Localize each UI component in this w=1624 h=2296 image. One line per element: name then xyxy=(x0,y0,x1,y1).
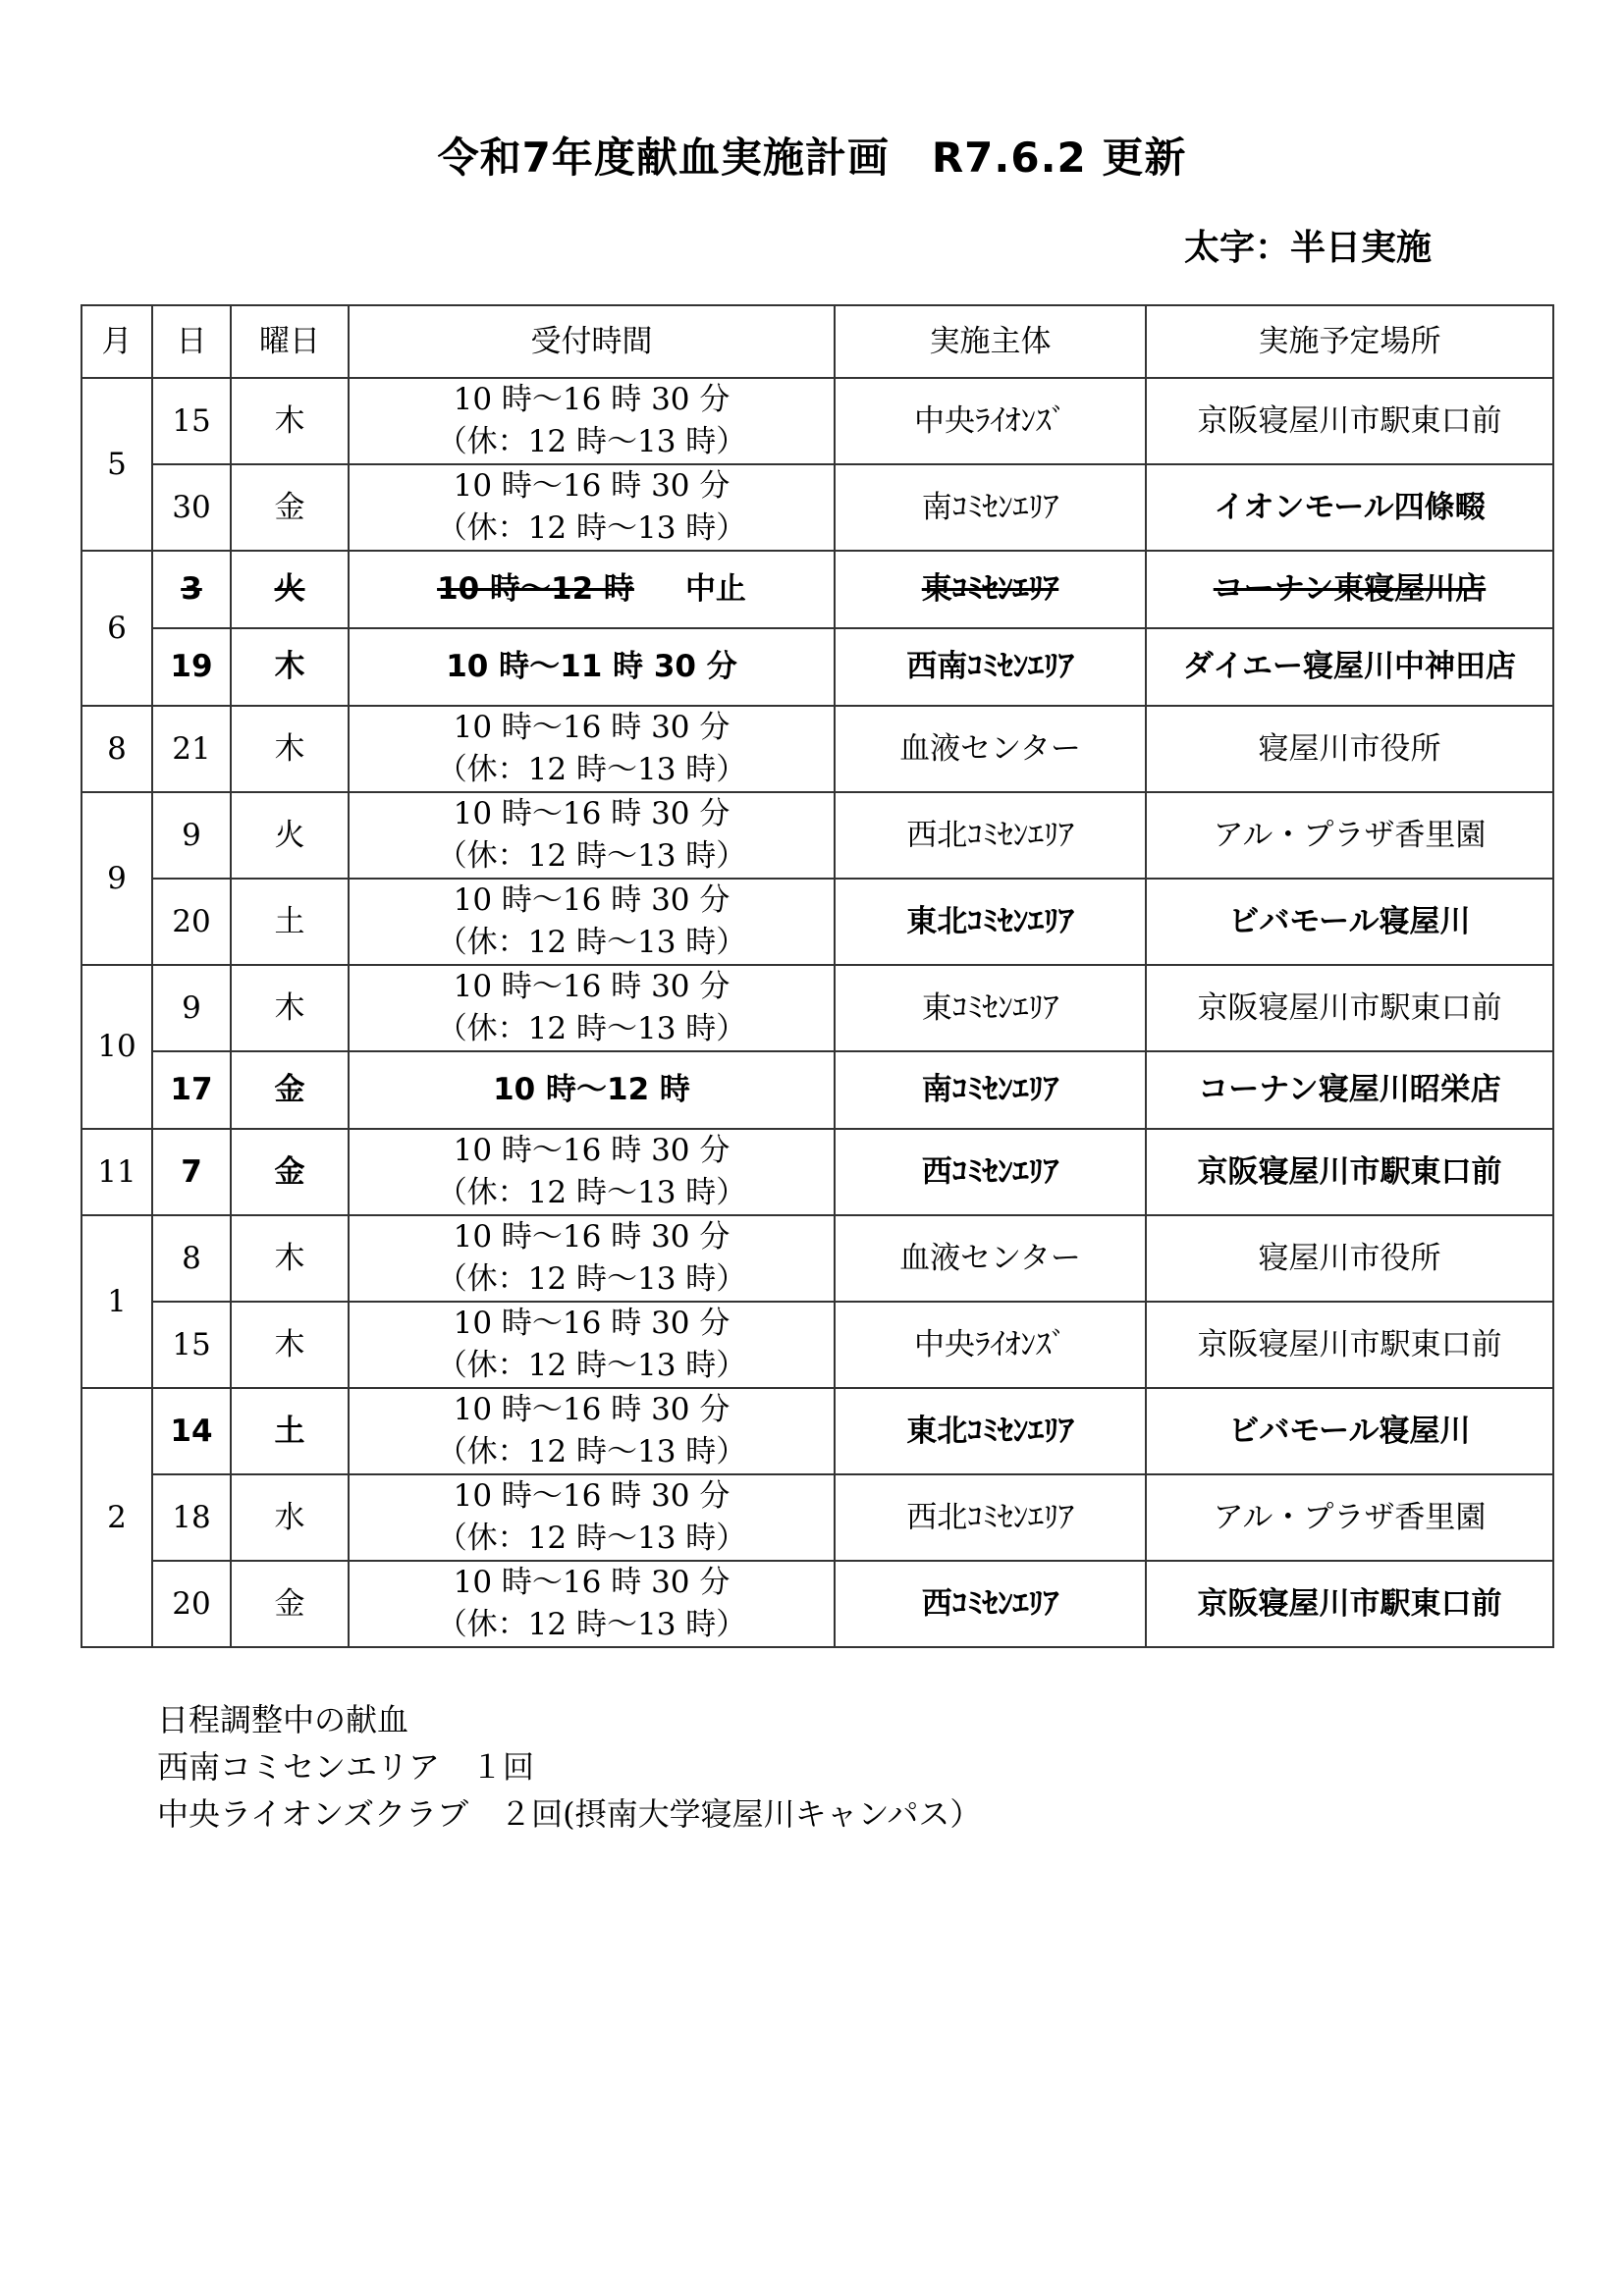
day-cell: 14 xyxy=(152,1388,231,1474)
organizer-cell: 東北ｺﾐｾﾝｴﾘｱ xyxy=(835,1388,1146,1474)
organizer-cell: 血液センター xyxy=(835,706,1146,792)
organizer-cell: 東ｺﾐｾﾝｴﾘｱ xyxy=(835,965,1146,1051)
time-range: 10 時～16 時 30 分 xyxy=(453,882,731,919)
time-range: 10 時～16 時 30 分 xyxy=(453,1133,731,1169)
time-range: 10 時～16 時 30 分 xyxy=(453,468,731,505)
weekday-cell: 木 xyxy=(231,378,349,464)
place-cell: アル・プラザ香里園 xyxy=(1146,1474,1553,1561)
cancelled-day: 3 xyxy=(181,571,202,608)
month-cell: 5 xyxy=(81,378,152,551)
notes-heading: 日程調整中の献血 xyxy=(157,1701,409,1738)
break-time: （休：12 時～13 時） xyxy=(436,1521,747,1556)
time-range: 10 時～16 時 30 分 xyxy=(453,710,731,746)
day-cell: 9 xyxy=(152,792,231,879)
header-day: 日 xyxy=(152,305,231,378)
table-row xyxy=(81,1388,1553,1474)
time-cell xyxy=(349,792,835,879)
table-row xyxy=(81,1302,1553,1388)
break-time: （休：12 時～13 時） xyxy=(436,1434,747,1469)
place-cell: 京阪寝屋川市駅東口前 xyxy=(1146,1561,1553,1647)
table-row xyxy=(81,792,1553,879)
time-cell xyxy=(349,378,835,464)
table-row xyxy=(81,1051,1553,1129)
time-cell xyxy=(349,706,835,792)
table-row xyxy=(81,1215,1553,1302)
legend-note: 太字：半日実施 xyxy=(1183,228,1432,268)
place-cell: 京阪寝屋川市駅東口前 xyxy=(1146,1302,1553,1388)
break-time: （休：12 時～13 時） xyxy=(436,838,747,874)
time-range: 10 時～16 時 30 分 xyxy=(453,1306,731,1342)
time-range: 10 時～16 時 30 分 xyxy=(453,1219,731,1255)
time-cell xyxy=(349,1388,835,1474)
time-cell: 10 時～11 時 30 分 xyxy=(349,628,835,706)
time-cell xyxy=(349,1129,835,1215)
day-cell: 15 xyxy=(152,1302,231,1388)
day-cell: 9 xyxy=(152,965,231,1051)
organizer-cell: 西ｺﾐｾﾝｴﾘｱ xyxy=(835,1561,1146,1647)
table-row xyxy=(81,628,1553,706)
cancelled-place: コーナン東寝屋川店 xyxy=(1213,571,1487,608)
month-cell: 10 xyxy=(81,965,152,1129)
place-cell: ダイエー寝屋川中神田店 xyxy=(1146,628,1553,706)
note-line: 西南コミセンエリア １回 xyxy=(157,1748,535,1786)
place-cell: 京阪寝屋川市駅東口前 xyxy=(1146,1129,1553,1215)
table-header-row xyxy=(81,305,1553,378)
day-cell: 7 xyxy=(152,1129,231,1215)
organizer-cell: 東北ｺﾐｾﾝｴﾘｱ xyxy=(835,879,1146,965)
table-row xyxy=(81,706,1553,792)
place-cell xyxy=(1146,551,1553,628)
table-row xyxy=(81,378,1553,464)
month-cell: 6 xyxy=(81,551,152,706)
organizer-cell: 西南ｺﾐｾﾝｴﾘｱ xyxy=(835,628,1146,706)
time-cell xyxy=(349,551,835,628)
time-cell xyxy=(349,1561,835,1647)
note-line: 中央ライオンズクラブ ２回(摂南大学寝屋川キャンパス） xyxy=(157,1795,982,1833)
table-row xyxy=(81,464,1553,551)
time-range: 10 時～16 時 30 分 xyxy=(453,969,731,1005)
weekday-cell: 木 xyxy=(231,1215,349,1302)
break-time: （休：12 時～13 時） xyxy=(436,510,747,546)
header-place: 実施予定場所 xyxy=(1146,305,1553,378)
cancelled-time: 10 時～12 時 xyxy=(437,571,634,608)
weekday-cell: 土 xyxy=(231,1388,349,1474)
month-cell: 1 xyxy=(81,1215,152,1388)
cancelled-label: 中止 xyxy=(684,571,746,608)
place-cell: アル・プラザ香里園 xyxy=(1146,792,1553,879)
place-cell: 寝屋川市役所 xyxy=(1146,706,1553,792)
day-cell xyxy=(152,551,231,628)
weekday-cell xyxy=(231,551,349,628)
organizer-cell: 西ｺﾐｾﾝｴﾘｱ xyxy=(835,1129,1146,1215)
month-cell: 2 xyxy=(81,1388,152,1647)
time-cell xyxy=(349,1302,835,1388)
header-organizer: 実施主体 xyxy=(835,305,1146,378)
table-row xyxy=(81,965,1553,1051)
organizer-cell: 南ｺﾐｾﾝｴﾘｱ xyxy=(835,1051,1146,1129)
organizer-cell: 中央ﾗｲｵﾝｽﾞ xyxy=(835,1302,1146,1388)
table-row xyxy=(81,879,1553,965)
break-time: （休：12 時～13 時） xyxy=(436,752,747,787)
header-month: 月 xyxy=(81,305,152,378)
organizer-cell xyxy=(835,551,1146,628)
place-cell: 京阪寝屋川市駅東口前 xyxy=(1146,965,1553,1051)
place-cell: コーナン寝屋川昭栄店 xyxy=(1146,1051,1553,1129)
time-range: 10 時～16 時 30 分 xyxy=(453,1565,731,1601)
break-time: （休：12 時～13 時） xyxy=(436,424,747,459)
cancelled-organizer: 東ｺﾐｾﾝｴﾘｱ xyxy=(921,571,1059,608)
weekday-cell: 木 xyxy=(231,706,349,792)
time-range: 10 時～16 時 30 分 xyxy=(453,796,731,832)
cancelled-weekday: 火 xyxy=(274,571,305,608)
place-cell: ビバモール寝屋川 xyxy=(1146,879,1553,965)
organizer-cell: 血液センター xyxy=(835,1215,1146,1302)
month-cell: 11 xyxy=(81,1129,152,1215)
day-cell: 18 xyxy=(152,1474,231,1561)
time-range: 10 時～16 時 30 分 xyxy=(453,1478,731,1515)
organizer-cell: 中央ﾗｲｵﾝｽﾞ xyxy=(835,378,1146,464)
time-cell xyxy=(349,965,835,1051)
place-cell: イオンモール四條畷 xyxy=(1146,464,1553,551)
time-cell xyxy=(349,1474,835,1561)
weekday-cell: 金 xyxy=(231,1129,349,1215)
day-cell: 17 xyxy=(152,1051,231,1129)
time-cell xyxy=(349,464,835,551)
weekday-cell: 水 xyxy=(231,1474,349,1561)
break-time: （休：12 時～13 時） xyxy=(436,1261,747,1297)
day-cell: 30 xyxy=(152,464,231,551)
weekday-cell: 木 xyxy=(231,628,349,706)
day-cell: 20 xyxy=(152,1561,231,1647)
donation-schedule-table xyxy=(81,304,1554,1648)
place-cell: 寝屋川市役所 xyxy=(1146,1215,1553,1302)
table-row xyxy=(81,1561,1553,1647)
time-cell xyxy=(349,879,835,965)
place-cell: 京阪寝屋川市駅東口前 xyxy=(1146,378,1553,464)
header-time: 受付時間 xyxy=(349,305,835,378)
table-row xyxy=(81,1129,1553,1215)
time-cell xyxy=(349,1215,835,1302)
time-cell: 10 時～12 時 xyxy=(349,1051,835,1129)
break-time: （休：12 時～13 時） xyxy=(436,1348,747,1383)
break-time: （休：12 時～13 時） xyxy=(436,1011,747,1046)
break-time: （休：12 時～13 時） xyxy=(436,1607,747,1642)
weekday-cell: 金 xyxy=(231,464,349,551)
weekday-cell: 木 xyxy=(231,1302,349,1388)
table-row xyxy=(81,551,1553,628)
weekday-cell: 金 xyxy=(231,1561,349,1647)
day-cell: 15 xyxy=(152,378,231,464)
time-range: 10 時～16 時 30 分 xyxy=(453,382,731,418)
page-title: 令和7年度献血実施計画 R7.6.2 更新 xyxy=(437,133,1187,182)
time-range: 10 時～16 時 30 分 xyxy=(453,1392,731,1428)
month-cell: 8 xyxy=(81,706,152,792)
organizer-cell: 西北ｺﾐｾﾝｴﾘｱ xyxy=(835,792,1146,879)
table-row xyxy=(81,1474,1553,1561)
place-cell: ビバモール寝屋川 xyxy=(1146,1388,1553,1474)
day-cell: 20 xyxy=(152,879,231,965)
break-time: （休：12 時～13 時） xyxy=(436,1175,747,1210)
notes-section xyxy=(157,1696,981,1838)
break-time: （休：12 時～13 時） xyxy=(436,925,747,960)
month-cell: 9 xyxy=(81,792,152,965)
weekday-cell: 金 xyxy=(231,1051,349,1129)
organizer-cell: 南ｺﾐｾﾝｴﾘｱ xyxy=(835,464,1146,551)
organizer-cell: 西北ｺﾐｾﾝｴﾘｱ xyxy=(835,1474,1146,1561)
weekday-cell: 火 xyxy=(231,792,349,879)
header-weekday: 曜日 xyxy=(231,305,349,378)
day-cell: 21 xyxy=(152,706,231,792)
weekday-cell: 木 xyxy=(231,965,349,1051)
day-cell: 19 xyxy=(152,628,231,706)
day-cell: 8 xyxy=(152,1215,231,1302)
weekday-cell: 土 xyxy=(231,879,349,965)
